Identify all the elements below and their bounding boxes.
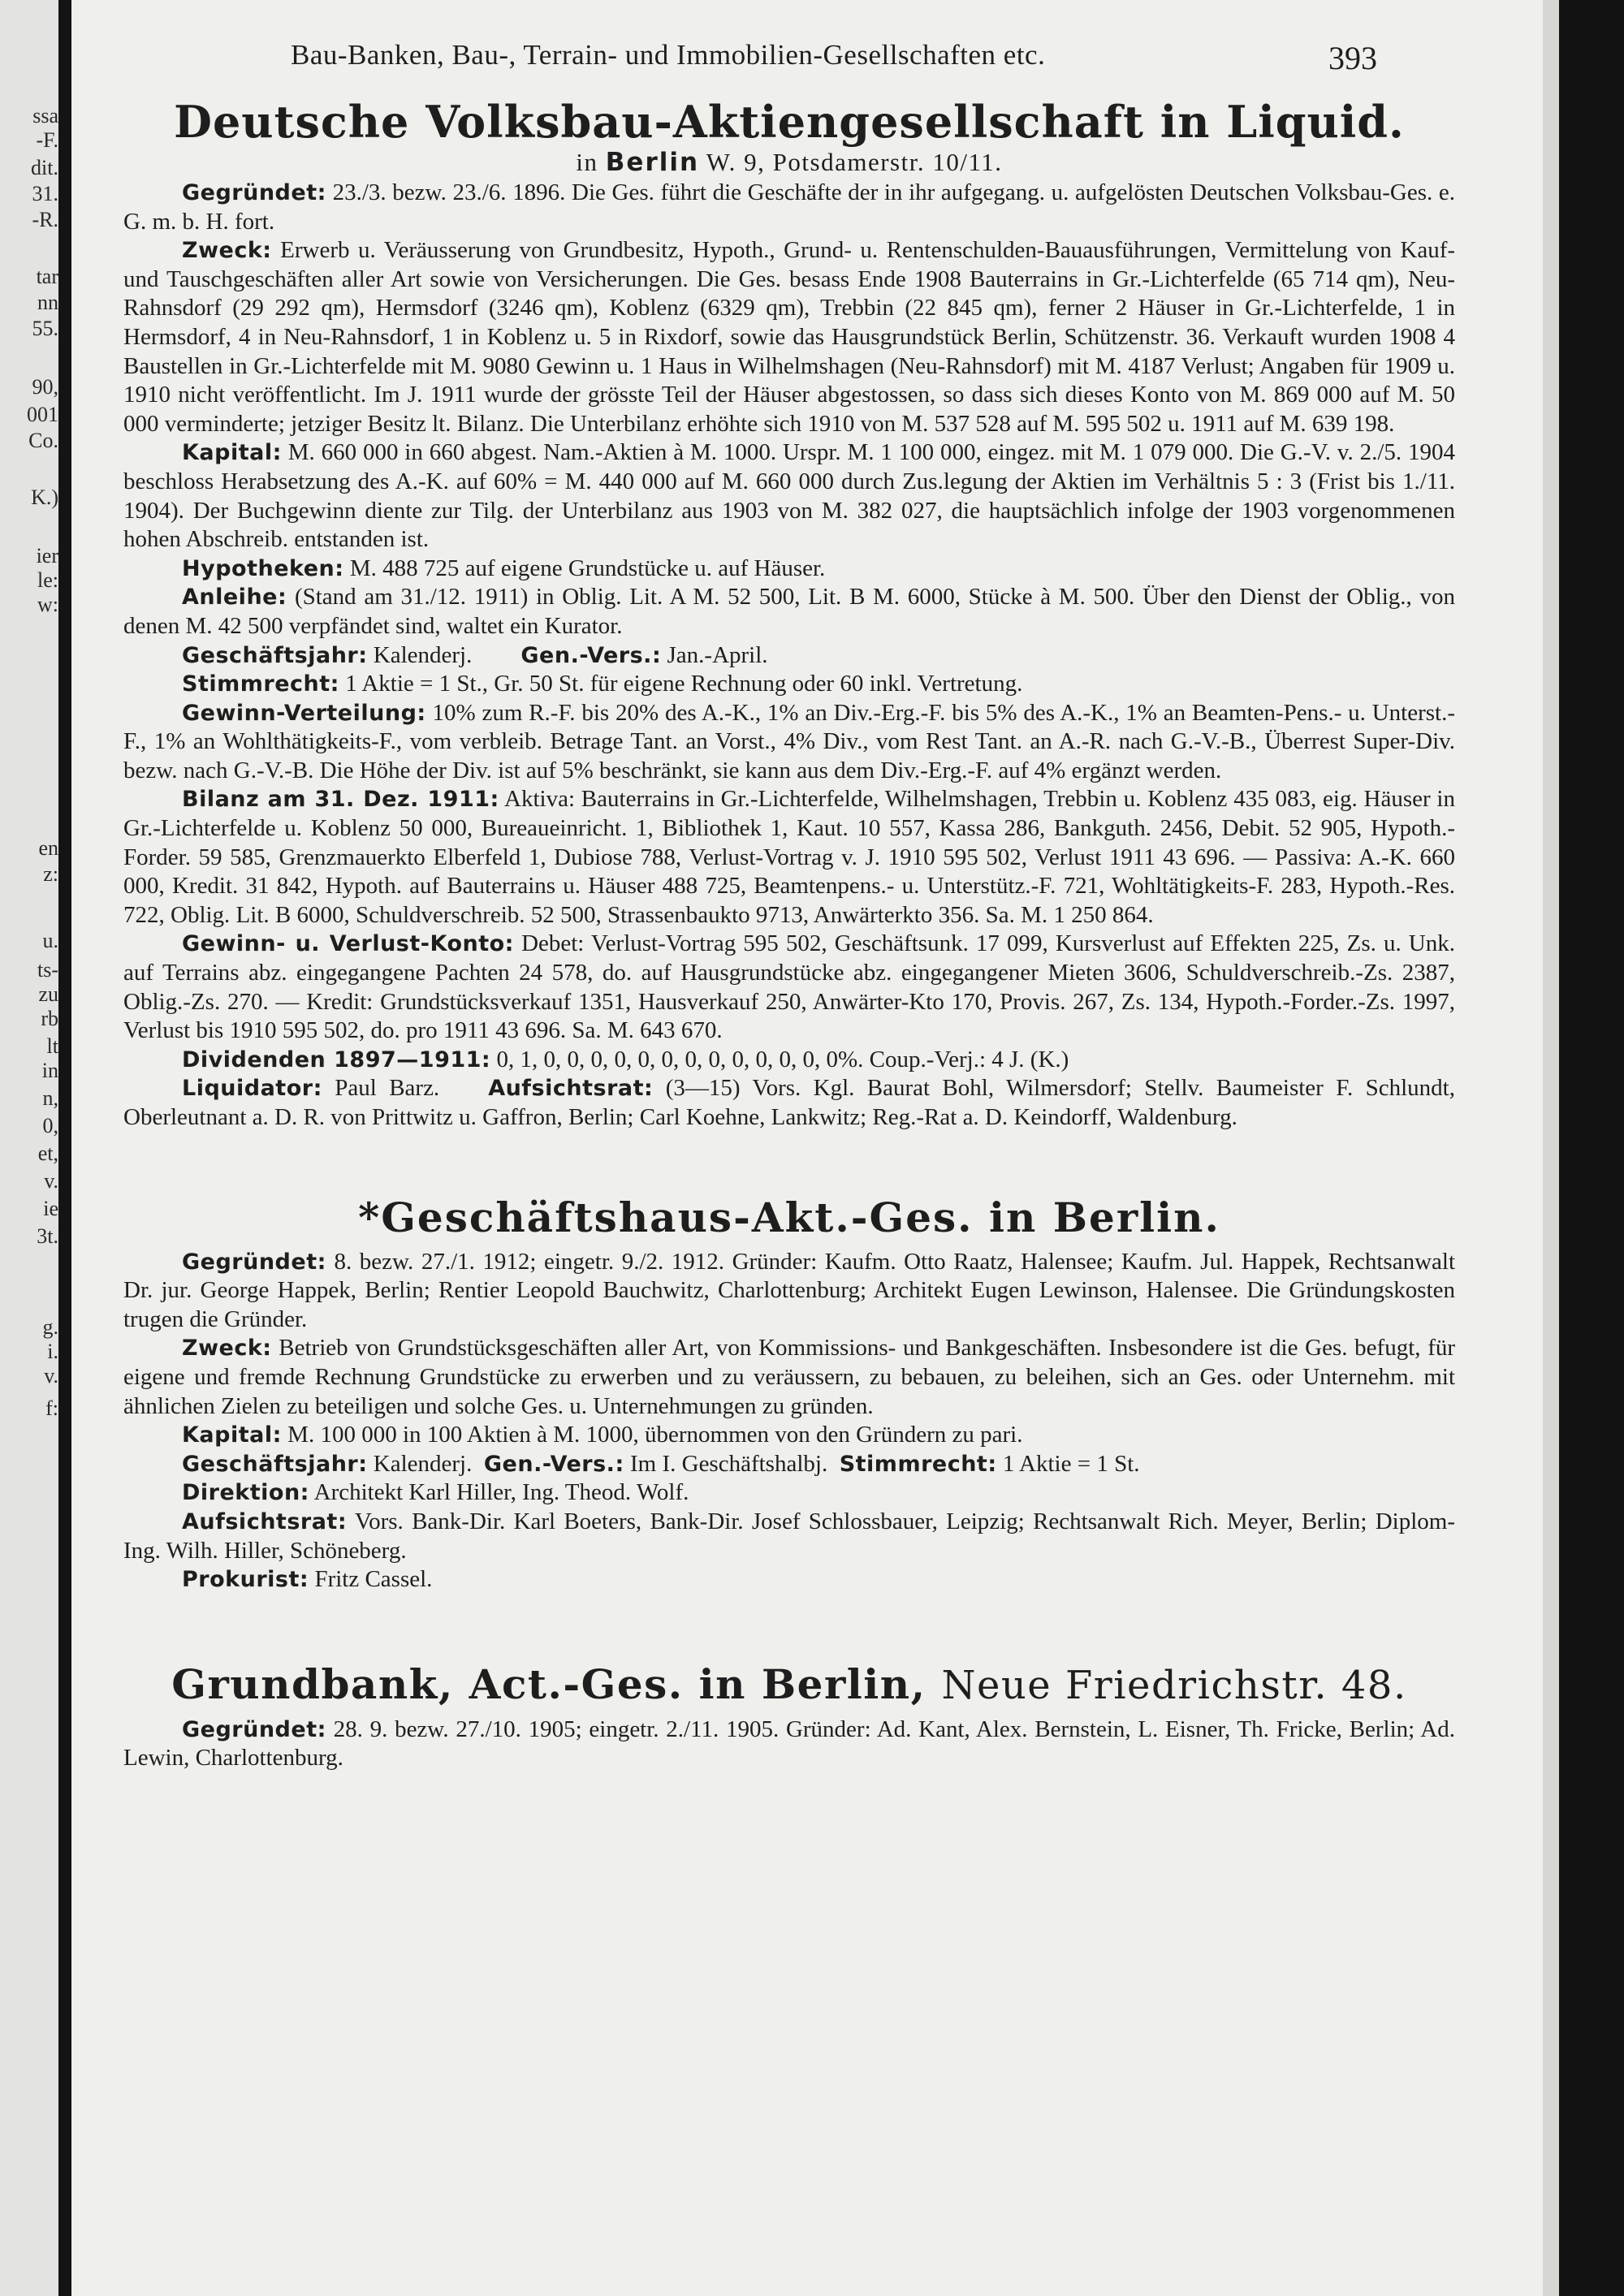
section-label-2: Gen.-Vers.: <box>483 1451 624 1477</box>
section-stimmrecht <box>123 670 1455 699</box>
section-label: Dividenden 1897—1911: <box>182 1047 491 1072</box>
section-text: 8. bezw. 27./1. 1912; eingetr. 9./2. 1912. Gründer: Kaufm. Otto Raatz, Halensee; Kaufm. Jul. Happek, Rechtsanwalt Dr. jur. George Happek, Berlin; Rentier Leopold Bauchwitz, Charlottenburg; Architekt Eugen Lewinson, Halensee. Die Gründungskosten trugen die Gründer. <box>123 1248 1456 1332</box>
left-page-sliver <box>0 0 65 2296</box>
section-label: Gegründet: <box>182 180 326 205</box>
section-anleihe <box>123 583 1455 641</box>
company-entry-grundbank <box>123 1656 1455 1773</box>
section-label: Direktion: <box>182 1480 309 1506</box>
section-text: 1 Aktie = 1 St., Gr. 50 St. für eigene Rechnung oder 60 inkl. Vertretung. <box>345 671 1023 697</box>
section-text-2: (3—15) Vors. Kgl. Baurat Bohl, Wilmersdorf; Stellv. Baumeister F. Schlundt, Oberleutnant a. D. R. von Prittwitz u. Gaffron, Berlin; Carl Koehne, Lankwitz; Reg.-Rat a. D. Keindorff, Waldenburg. <box>123 1075 1455 1130</box>
section-label: Anleihe: <box>182 585 287 611</box>
section-kapital <box>123 438 1455 554</box>
left-margin-fragment: tar <box>36 265 58 288</box>
section-label: Aufsichtsrat: <box>182 1508 348 1534</box>
section-direktion <box>123 1478 1455 1508</box>
left-margin-fragment: -R. <box>32 208 58 231</box>
section-text-2: Im I. Geschäftshalbj. <box>630 1450 828 1477</box>
section-label: Liquidator: <box>182 1076 322 1102</box>
address-prefix: in <box>576 148 598 176</box>
section-label: Zweck: <box>182 238 272 264</box>
section-text: Kalenderj. <box>373 641 473 668</box>
section-label: Prokurist: <box>182 1567 309 1593</box>
left-margin-fragment: -F. <box>36 128 58 152</box>
company-entry-geschaeftshaus <box>123 1189 1455 1595</box>
left-margin-fragment: 90, <box>32 375 58 399</box>
page-gutter <box>58 0 71 2296</box>
page-right-edge <box>1543 0 1559 2296</box>
section-label-3: Stimmrecht: <box>839 1451 997 1477</box>
left-margin-fragment: in <box>41 1059 58 1082</box>
section-label: Bilanz am 31. Dez. 1911: <box>182 787 499 813</box>
section-text: Betrieb von Grundstücksgeschäften aller Art, von Kommissions- und Bankgeschäften. Insbesondere ist die Ges. befugt, für eigene und fremde Rechnung Grundstücke zu erwerben und zu veräussern, zu bebauen, zu beleihen, sich an Ges. oder Unternehm. mit ähnlichen Zielen zu beteiligen und solche Ges. u. Unternehmungen zu gründen. <box>123 1335 1456 1419</box>
left-margin-fragment: f: <box>45 1396 58 1420</box>
company-heading: Grundbank, Act.-Ges. in Berlin, <box>171 1659 926 1708</box>
section-liquidator <box>123 1074 1455 1132</box>
section-text: Aktiva: Bauterrains in Gr.-Lichterfelde, Wilhelmshagen, Trebbin u. Koblenz 435 083, eig. Häuser in Gr.-Lichterfelde u. Koblenz 50 000, Bureaueinricht. 1, Bibliothek 1, Kaut. 10 557, Kassa 286, Bankguth. 2456, Debit. 52 905, Hypoth.-Forder. 59 585, Grenzmauerkto Elberfeld 1, Dubiose 788, Verlust-Vortrag v. J. 1910 595 502, Verlust 1911 43 696. — Passiva: A.-K. 660 000, Kredit. 31 842, Hypoth. auf Bauterrains u. Häuser 488 725, Beamtenpens.- u. Unterstütz.-F. 721, Wohltätigkeits-F. 283, Hypoth.-Res. 722, Oblig. Lit. B 6000, Schuldverschreib. 52 500, Strassenbaukto 9713, Anwärterkto 356. Sa. M. 1 250 864. <box>123 786 1455 928</box>
section-label: Stimmrecht: <box>182 671 339 697</box>
section-label: Kapital: <box>182 440 282 466</box>
section-text: (Stand am 31./12. 1911) in Oblig. Lit. A M. 52 500, Lit. B M. 6000, Stücke à M. 500. Über den Dienst der Oblig., von denen M. 42 500 verpfändet sind, waltet ein Kurator. <box>123 584 1455 639</box>
section-text: M. 660 000 in 660 abgest. Nam.-Aktien à M. 1000. Urspr. M. 1 100 000, eingez. mit M. 1 079 000. Die G.-V. v. 2./5. 1904 beschloss Herabsetzung des A.-K. auf 60% = M. 440 000 auf M. 660 000 durch Zus.legung der Aktien im Verhältnis 5 : 3 (Frist bis 1./11. 1904). Der Buchgewinn diente zur Tilg. der Unterbilanz aus 1903 von M. 382 027, die hauptsächlich infolge der 1903 vorgenommenen hohen Abschreib. entstanden ist. <box>123 439 1455 553</box>
left-margin-fragment: n, <box>42 1086 58 1110</box>
section-kapital <box>123 1421 1455 1450</box>
section-label: Gegründet: <box>182 1249 326 1275</box>
running-head-title: Bau-Banken, Bau-, Terrain- und Immobilien-Gesellschaften etc. <box>291 39 1046 71</box>
section-gegruendet <box>123 1716 1455 1773</box>
section-aufsichtsrat <box>123 1508 1455 1565</box>
section-label: Kapital: <box>182 1422 282 1448</box>
address-street: W. 9, Potsdamerstr. 10/11. <box>706 148 1003 176</box>
left-margin-fragment: le: <box>37 568 58 592</box>
section-text: Kalenderj. <box>373 1450 473 1477</box>
left-margin-fragment: ssa <box>32 104 58 127</box>
left-margin-fragment: 3t. <box>37 1224 58 1248</box>
section-text: Erwerb u. Veräusserung von Grundbesitz, Hypoth., Grund- u. Rentenschulden-Bauausführungen, Vermittelung von Kauf- und Tauschgeschäften aller Art sowie von Versicherungen. Die Ges. besass Ende 1908 Bauterrains in Gr.-Lichterfelde (65 714 qm), Neu-Rahnsdorf (29 292 qm), Hermsdorf (3246 qm), Koblenz (6329 qm), Trebbin (22 845 qm), ferner 2 Häuser in Gr.-Lichterfelde, 1 in Hermsdorf, 4 in Neu-Rahnsdorf, 1 in Koblenz u. 5 in Rixdorf, sowie das Hausgrundstück Berlin, Schützenstr. 36. Verkauft wurden 1908 4 Baustellen in Gr.-Lichterfelde mit M. 9080 Gewinn u. 1 Haus in Wilhelmshagen (Neu-Rahnsdorf) mit M. 4187 Verlust; Angaben für 1909 u. 1910 nicht veröffentlicht. Im J. 1911 wurde der grösste Teil der Häuser abgestossen, so dass sich dieses Konto von M. 869 000 auf M. 50 000 verminderte; jetziger Besitz lt. Bilanz. Die Unterbilanz erhöhte sich 1910 von M. 537 528 auf M. 595 502 u. 1911 auf M. 639 198. <box>123 237 1456 437</box>
section-text: M. 100 000 in 100 Aktien à M. 1000, übernommen von den Gründern zu pari. <box>287 1422 1023 1448</box>
section-text: Paul Barz. <box>335 1075 440 1102</box>
section-gewinn-verlust-konto <box>123 930 1455 1045</box>
left-margin-fragment: K.) <box>31 486 58 509</box>
section-hypotheken <box>123 555 1455 584</box>
section-label-2: Gen.-Vers.: <box>520 642 662 668</box>
company-heading: *Geschäftshaus-Akt.-Ges. in Berlin. <box>358 1193 1220 1241</box>
left-margin-fragment: w: <box>37 593 58 616</box>
section-label: Hypotheken: <box>182 555 344 581</box>
company-heading-line <box>123 1656 1455 1714</box>
scan-background <box>1559 0 1624 2296</box>
left-margin-fragment: ie <box>43 1197 58 1220</box>
company-heading: Deutsche Volksbau-Aktiengesellschaft in Liquid. <box>174 96 1405 148</box>
section-geschaeftsjahr <box>123 641 1455 671</box>
section-text-3: 1 Aktie = 1 St. <box>1002 1450 1140 1477</box>
company-entry-volksbau <box>123 96 1455 1133</box>
section-text: Fritz Cassel. <box>314 1566 433 1593</box>
page-content <box>123 96 1455 1773</box>
section-text: M. 488 725 auf eigene Grundstücke u. auf Häuser. <box>349 555 826 581</box>
book-page <box>71 0 1543 2296</box>
section-label: Geschäftsjahr: <box>182 642 368 668</box>
section-dividenden <box>123 1046 1455 1075</box>
left-margin-fragment: v. <box>44 1169 58 1193</box>
section-text: 28. 9. bezw. 27./10. 1905; eingetr. 2./11. 1905. Gründer: Ad. Kant, Alex. Bernstein, L. Eisner, Th. Fricke, Berlin; Ad. Lewin, Charlottenburg. <box>123 1716 1455 1772</box>
section-text: 23./3. bezw. 23./6. 1896. Die Ges. führt die Geschäfte der in ihr aufgegang. u. aufgelösten Deutschen Volksbau-Ges. e. G. m. b. H. fort. <box>123 179 1456 235</box>
left-margin-fragment: nn <box>37 291 58 314</box>
left-margin-fragment: 55. <box>32 317 58 340</box>
section-gegruendet <box>123 1248 1455 1335</box>
section-zweck <box>123 236 1455 438</box>
section-prokurist <box>123 1565 1455 1595</box>
left-margin-fragment: zu <box>38 982 58 1006</box>
left-margin-fragment: lt <box>46 1034 58 1058</box>
section-bilanz <box>123 785 1455 930</box>
company-address <box>123 148 1455 177</box>
left-margin-fragment: 31. <box>32 182 58 205</box>
section-gewinn-verteilung <box>123 699 1455 786</box>
left-margin-fragment: i. <box>47 1340 58 1363</box>
left-margin-fragment: u. <box>42 929 58 952</box>
left-margin-fragment: ier <box>36 544 58 568</box>
left-margin-fragment: en <box>38 836 58 860</box>
left-margin-fragment: et, <box>37 1142 58 1165</box>
section-geschaeftsjahr <box>123 1450 1455 1479</box>
left-margin-fragment: ts- <box>37 958 58 982</box>
section-label: Gewinn-Verteilung: <box>182 700 426 726</box>
company-heading-address: Neue Friedrichstr. 48. <box>941 1662 1407 1708</box>
section-text: Debet: Verlust-Vortrag 595 502, Geschäftsunk. 17 099, Kursverlust auf Effekten 225, Zs. u. Unk. auf Terrains abz. eingegangene Pachten 24 578, do. auf Hausgrundstücke abz. eingegangener Mieten 3606, Schuldverschreib.-Zs. 2387, Oblig.-Zs. 270. — Kredit: Grundstücksverkauf 1351, Hausverkauf 250, Anwärter-Kto 170, Provis. 267, Zs. 134, Hypoth.-Forder.-Zs. 1997, Verlust bis 1910 595 502, do. pro 1911 43 696. Sa. M. 643 670. <box>123 930 1455 1044</box>
section-text: 0, 1, 0, 0, 0, 0, 0, 0, 0, 0, 0, 0, 0, 0, 0%. Coup.-Verj.: 4 J. (K.) <box>496 1046 1069 1072</box>
left-margin-fragment: rb <box>41 1007 58 1030</box>
section-text: 10% zum R.-F. bis 20% des A.-K., 1% an Div.-Erg.-F. bis 5% des A.-K., 1% an Beamten-Pens.- u. Unterst.-F., 1% an Wohlthätigkeits-F., vom verbleib. Betrage Tant. an Vorst., 4% Div., vom Rest Tant. an A.-R. nach G.-V.-B., Überrest Super-Div. bezw. nach G.-V.-B. Die Höhe der Div. ist auf 5% beschränkt, sie kann aus dem Div.-Erg.-F. auf 4% ergänzt werden. <box>123 699 1456 783</box>
running-head <box>71 39 1543 80</box>
section-label-2: Aufsichtsrat: <box>488 1076 654 1102</box>
left-margin-fragment: Co. <box>28 429 58 452</box>
section-label: Gegründet: <box>182 1716 326 1742</box>
page-number: 393 <box>1328 40 1377 76</box>
section-text: Vors. Bank-Dir. Karl Boeters, Bank-Dir. Josef Schlossbauer, Leipzig; Rechtsanwalt Rich. Meyer, Berlin; Diplom-Ing. Wilh. Hiller, Schöneberg. <box>123 1508 1456 1564</box>
left-margin-fragment: 001 <box>27 403 58 426</box>
left-margin-fragment: 0, <box>42 1114 58 1137</box>
section-label: Geschäftsjahr: <box>182 1451 368 1477</box>
address-city: Berlin <box>605 148 700 177</box>
left-margin-fragment: v. <box>44 1364 58 1388</box>
left-margin-fragment: z: <box>43 862 58 886</box>
section-gegruendet <box>123 179 1455 236</box>
section-label: Gewinn- u. Verlust-Konto: <box>182 931 514 957</box>
section-zweck <box>123 1334 1455 1421</box>
section-label: Zweck: <box>182 1336 272 1362</box>
left-margin-fragment: g. <box>42 1315 58 1339</box>
section-text: Architekt Karl Hiller, Ing. Theod. Wolf. <box>313 1479 689 1506</box>
section-text-2: Jan.-April. <box>667 641 768 668</box>
left-margin-fragment: dit. <box>31 156 58 179</box>
